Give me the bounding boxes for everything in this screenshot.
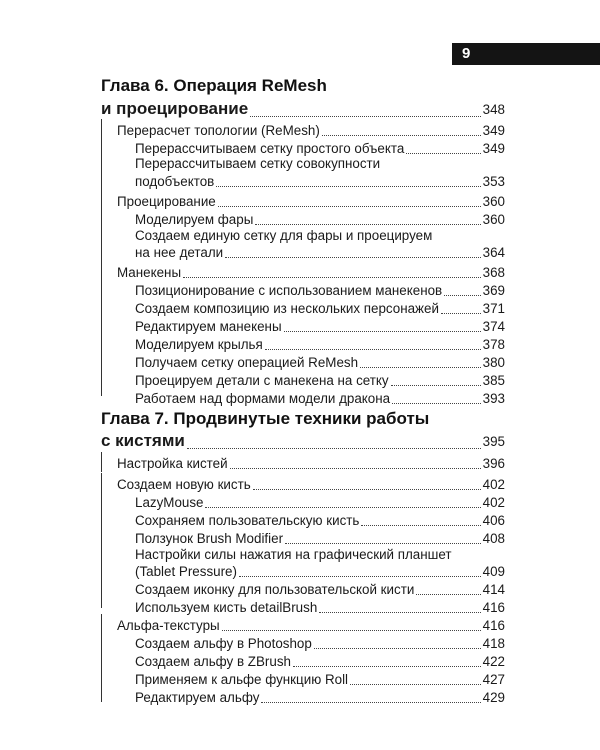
leader-dots xyxy=(205,506,480,508)
item-label: Перерассчитываем сетку простого объекта xyxy=(135,141,405,156)
page-ref: 402 xyxy=(482,477,505,492)
leader-dots xyxy=(250,115,480,117)
leader-dots xyxy=(285,542,481,544)
toc-item[interactable] xyxy=(135,354,505,372)
toc-item[interactable] xyxy=(135,689,505,707)
leader-dots xyxy=(216,185,480,187)
item-label: подобъектов xyxy=(135,174,215,189)
page-ref: 348 xyxy=(482,102,505,117)
toc-section[interactable] xyxy=(117,455,505,473)
chapter-title-line2: и проецирование xyxy=(101,99,249,118)
page-ref: 396 xyxy=(482,456,505,471)
section-label: Манекены xyxy=(117,265,182,280)
item-label: Ползунок Brush Modifier xyxy=(135,531,284,546)
page-ref: 360 xyxy=(482,194,505,209)
toc-item[interactable] xyxy=(135,390,505,408)
toc-item[interactable] xyxy=(135,300,505,318)
toc-item[interactable] xyxy=(135,244,505,262)
item-label: Редактируем альфу xyxy=(135,690,260,705)
page-ref: 414 xyxy=(482,582,505,597)
leader-dots xyxy=(406,152,480,154)
toc-item[interactable] xyxy=(135,581,505,599)
page-ref: 364 xyxy=(482,245,505,260)
leader-dots xyxy=(392,402,481,404)
page-ref: 349 xyxy=(482,141,505,156)
page-ref: 353 xyxy=(482,174,505,189)
page-ref: 427 xyxy=(482,672,505,687)
chapter-6-entry[interactable] xyxy=(101,97,505,121)
item-label: Получаем сетку операцией ReMesh xyxy=(135,355,359,370)
chapter-title-line1: Глава 6. Операция ReMesh xyxy=(101,76,327,95)
toc-item[interactable] xyxy=(135,494,505,512)
toc-section[interactable] xyxy=(117,122,505,140)
page-ref: 371 xyxy=(482,301,505,316)
toc-item[interactable] xyxy=(135,318,505,336)
page-ref: 429 xyxy=(482,690,505,705)
page-ref: 395 xyxy=(482,434,505,449)
leader-dots xyxy=(239,575,481,577)
leader-dots xyxy=(218,205,481,207)
leader-dots xyxy=(183,276,481,278)
item-label: LazyMouse xyxy=(135,495,204,510)
page-ref: 418 xyxy=(482,636,505,651)
chapter-title-line2: с кистями xyxy=(101,431,185,450)
page-ref: 368 xyxy=(482,265,505,280)
toc-item[interactable] xyxy=(135,173,505,191)
leader-dots xyxy=(444,294,481,296)
section-label: Создаем новую кисть xyxy=(117,477,251,492)
toc-item-line1[interactable]: Перерассчитываем сетку совокупности xyxy=(135,156,381,171)
page-ref: 374 xyxy=(482,319,505,334)
page-ref: 378 xyxy=(482,337,505,352)
page-ref: 422 xyxy=(482,654,505,669)
page-ref: 349 xyxy=(482,123,505,138)
page-ref: 369 xyxy=(482,283,505,298)
leader-dots xyxy=(187,447,481,449)
page-ref: 416 xyxy=(482,600,505,615)
page-ref: 406 xyxy=(482,513,505,528)
item-label: Моделируем фары xyxy=(135,212,254,227)
item-label: Позиционирование с использованием манекенов xyxy=(135,283,443,298)
page-ref: 380 xyxy=(482,355,505,370)
leader-dots xyxy=(255,223,480,225)
toc-item[interactable] xyxy=(135,512,505,530)
toc-item[interactable] xyxy=(135,336,505,354)
item-label: Используем кисть detailBrush xyxy=(135,600,318,615)
item-label: Редактируем манекены xyxy=(135,319,282,334)
section-divider xyxy=(101,190,102,265)
leader-dots xyxy=(391,384,481,386)
page-ref: 408 xyxy=(482,531,505,546)
page-ref: 409 xyxy=(482,564,505,579)
item-label: Создаем альфу в Photoshop xyxy=(135,636,312,651)
leader-dots xyxy=(261,701,480,703)
toc-item[interactable] xyxy=(135,563,505,581)
toc-item[interactable] xyxy=(135,653,505,671)
leader-dots xyxy=(253,488,481,490)
item-label: Создаем альфу в ZBrush xyxy=(135,654,291,669)
section-divider xyxy=(101,614,102,702)
leader-dots xyxy=(361,524,480,526)
section-divider xyxy=(101,261,102,396)
page-ref: 360 xyxy=(482,212,505,227)
section-label: Настройка кистей xyxy=(117,456,228,471)
section-label: Перерасчет топологии (ReMesh) xyxy=(117,123,320,138)
page-ref: 385 xyxy=(482,373,505,388)
section-divider xyxy=(101,452,102,472)
toc-item[interactable] xyxy=(135,282,505,300)
page-number-tab xyxy=(452,43,600,65)
page-ref: 393 xyxy=(482,391,505,406)
chapter-7-title[interactable] xyxy=(101,407,505,430)
leader-dots xyxy=(225,256,481,258)
toc-item-line1[interactable]: Настройки силы нажатия на графический планшет xyxy=(135,547,452,562)
page-number: 9 xyxy=(462,45,471,62)
leader-dots xyxy=(441,312,481,314)
toc-item[interactable] xyxy=(135,635,505,653)
chapter-title-line1: Глава 7. Продвинутые техники работы xyxy=(101,409,430,428)
leader-dots xyxy=(284,330,481,332)
leader-dots xyxy=(322,134,481,136)
page-ref: 402 xyxy=(482,495,505,510)
leader-dots xyxy=(265,348,481,350)
section-label: Альфа-текстуры xyxy=(117,618,220,633)
item-label: (Tablet Pressure) xyxy=(135,564,237,579)
toc-section[interactable] xyxy=(117,193,505,211)
chapter-6-title[interactable] xyxy=(101,74,505,97)
item-label: Сохраняем пользовательскую кисть xyxy=(135,513,360,528)
toc-item[interactable] xyxy=(135,599,505,617)
item-label: Моделируем крылья xyxy=(135,337,263,352)
item-label: на нее детали xyxy=(135,245,224,260)
toc-section[interactable] xyxy=(117,476,505,494)
leader-dots xyxy=(360,366,481,368)
leader-dots xyxy=(319,611,480,613)
section-label: Проецирование xyxy=(117,194,216,209)
item-label: Проецируем детали с манекена на сетку xyxy=(135,373,389,388)
leader-dots xyxy=(314,647,481,649)
item-label: Создаем композицию из нескольких персонажей xyxy=(135,301,439,316)
item-label: Работаем над формами модели дракона xyxy=(135,391,391,406)
leader-dots xyxy=(416,593,480,595)
chapter-7-entry[interactable] xyxy=(101,429,505,453)
leader-dots xyxy=(222,629,481,631)
toc-section[interactable] xyxy=(117,617,505,635)
leader-dots xyxy=(293,665,481,667)
leader-dots xyxy=(350,683,481,685)
toc-item[interactable] xyxy=(135,372,505,390)
toc-section[interactable] xyxy=(117,264,505,282)
item-label: Создаем иконку для пользовательской кисти xyxy=(135,582,415,597)
section-divider xyxy=(101,473,102,608)
page-ref: 416 xyxy=(482,618,505,633)
item-label: Применяем к альфе функцию Roll xyxy=(135,672,349,687)
leader-dots xyxy=(230,467,481,469)
toc-item-line1[interactable]: Создаем единую сетку для фары и проецируем xyxy=(135,228,433,243)
toc-item[interactable] xyxy=(135,671,505,689)
